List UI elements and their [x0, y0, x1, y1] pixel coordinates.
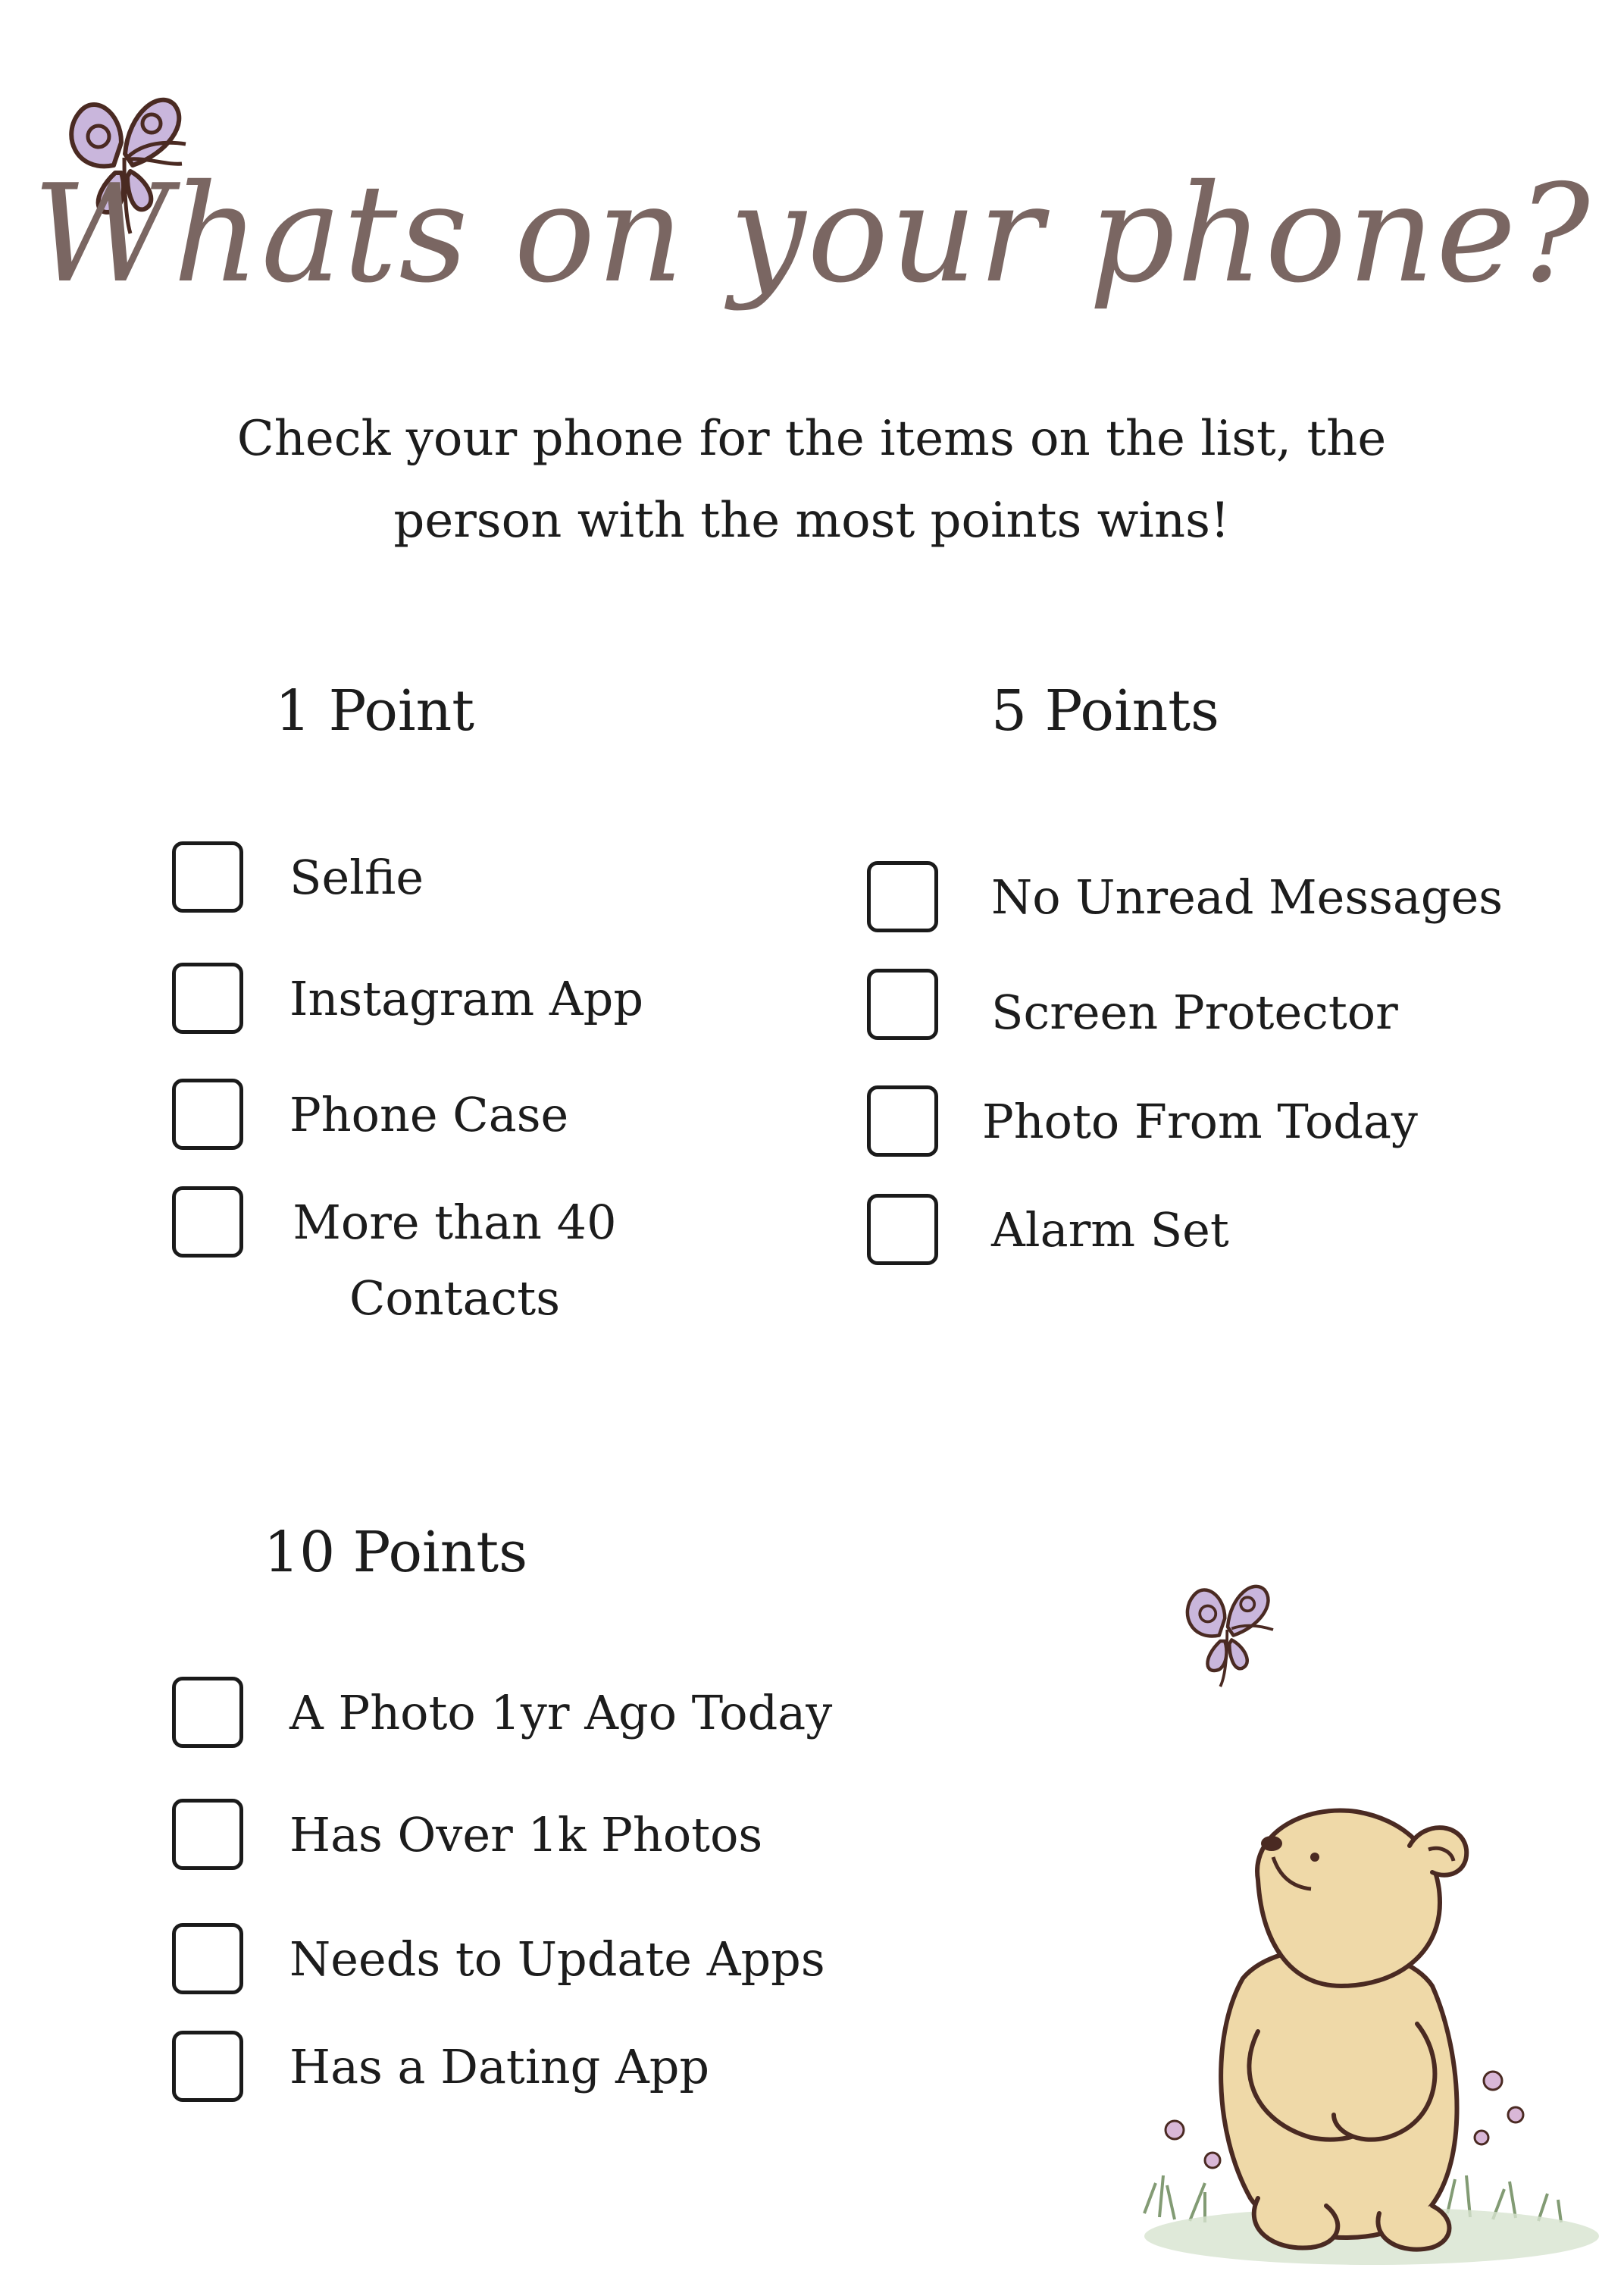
item-label-alarm-set: Alarm Set: [991, 1202, 1229, 1258]
checkbox-alarm-set[interactable]: [867, 1194, 938, 1265]
section-heading-5-points: 5 Points: [991, 678, 1219, 744]
checkbox-instagram-app[interactable]: [172, 963, 243, 1034]
checkbox-more-than-40-contacts[interactable]: [172, 1186, 243, 1258]
item-label-screen-protector: Screen Protector: [991, 985, 1398, 1040]
page-title: Whats on your phone?: [33, 155, 1591, 312]
checkbox-dating-app[interactable]: [172, 2031, 243, 2102]
checkbox-no-unread-messages[interactable]: [867, 861, 938, 932]
item-label-selfie: Selfie: [289, 850, 424, 905]
checkbox-photo-1yr-ago[interactable]: [172, 1677, 243, 1748]
checkbox-selfie[interactable]: [172, 841, 243, 913]
item-label-phone-case: Phone Case: [289, 1087, 569, 1142]
item-label-instagram-app: Instagram App: [289, 971, 644, 1026]
item-label-no-unread-messages: No Unread Messages: [991, 869, 1504, 925]
instructions-text: Check your phone for the items on the list, the person with the most points wins!: [236, 411, 1387, 549]
item-label-photo-from-today: Photo From Today: [982, 1094, 1418, 1149]
checkbox-update-apps[interactable]: [172, 1923, 243, 1994]
item-label-update-apps: Needs to Update Apps: [289, 1931, 825, 1987]
checkbox-screen-protector[interactable]: [867, 969, 938, 1040]
item-label-more-than-40-contacts: More than 40 Contacts: [293, 1195, 617, 1326]
item-label-dating-app: Has a Dating App: [289, 2039, 710, 2094]
item-label-over-1k-photos: Has Over 1k Photos: [289, 1807, 763, 1862]
section-heading-1-point: 1 Point: [275, 678, 475, 744]
checkbox-photo-from-today[interactable]: [867, 1085, 938, 1157]
checkbox-over-1k-photos[interactable]: [172, 1799, 243, 1870]
butterfly-icon: [1175, 1573, 1281, 1687]
bear-illustration: [1129, 1804, 1614, 2266]
checkbox-phone-case[interactable]: [172, 1079, 243, 1150]
item-label-photo-1yr-ago: A Photo 1yr Ago Today: [289, 1685, 833, 1740]
section-heading-10-points: 10 Points: [264, 1520, 528, 1585]
